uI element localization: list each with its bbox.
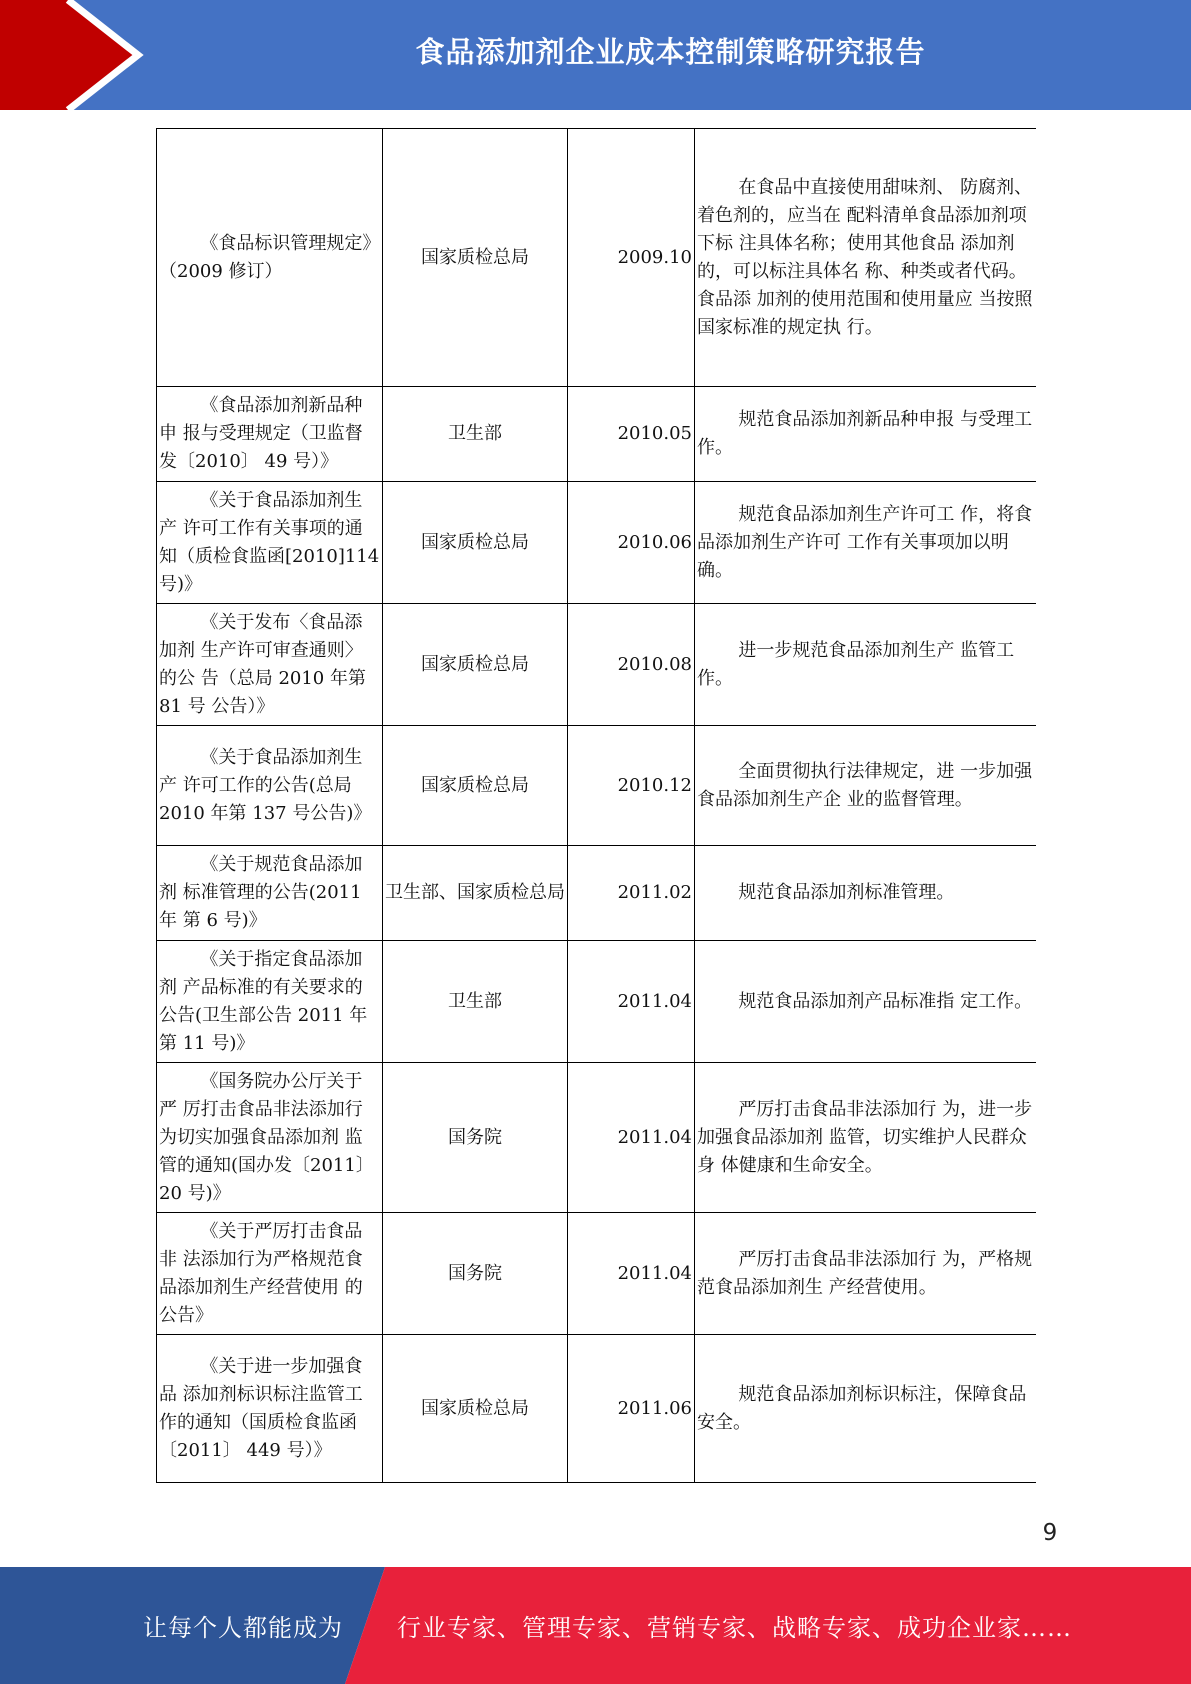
- header-red-arrow: [0, 0, 150, 110]
- footer-slogan-right: 行业专家、管理专家、营销专家、战略专家、成功企业家……: [397, 1614, 1072, 1642]
- footer-slogan-left: 让每个人都能成为: [143, 1614, 343, 1642]
- issuing-agency-cell: 卫生部: [383, 387, 568, 482]
- issue-date-cell: 2010.08: [568, 604, 695, 726]
- regulation-content-cell: 规范食品添加剂产品标准指 定工作。: [695, 941, 1036, 1063]
- regulation-content-cell: 规范食品添加剂生产许可工 作，将食品添加剂生产许可 工作有关事项加以明确。: [695, 482, 1036, 604]
- table-row: [157, 846, 1036, 941]
- table-row: [157, 387, 1036, 482]
- regulation-content-cell: 规范食品添加剂标识标注，保障食品安全。: [695, 1335, 1036, 1483]
- regulation-name-cell: 《关于严厉打击食品非 法添加行为严格规范食 品添加剂生产经营使用 的公告》: [157, 1213, 383, 1335]
- issuing-agency-cell: 国家质检总局: [383, 482, 568, 604]
- regulation-content-cell: 规范食品添加剂新品种申报 与受理工作。: [695, 387, 1036, 482]
- issuing-agency-cell: 国务院: [383, 1213, 568, 1335]
- issue-date-cell: 2010.06: [568, 482, 695, 604]
- regulation-name-cell: 《关于规范食品添加剂 标准管理的公告(2011 年 第 6 号)》: [157, 846, 383, 941]
- regulation-content-cell: 全面贯彻执行法律规定，进 一步加强食品添加剂生产企 业的监督管理。: [695, 726, 1036, 846]
- regulation-content-cell: 严厉打击食品非法添加行 为，严格规范食品添加剂生 产经营使用。: [695, 1213, 1036, 1335]
- regulation-name-cell: 《关于进一步加强食品 添加剂标识标注监管工作的通知（国质检食监函〔2011〕 449 号）》: [157, 1335, 383, 1483]
- report-title: 食品添加剂企业成本控制策略研究报告: [415, 34, 926, 69]
- issue-date-cell: 2011.04: [568, 1213, 695, 1335]
- table-row: [157, 1063, 1036, 1213]
- regulation-name-cell: 《关于食品添加剂生产 许可工作有关事项的通 知（质检食监函[2010]114 号)》: [157, 482, 383, 604]
- page-header: [0, 0, 1191, 110]
- regulation-name-cell: 《关于指定食品添加剂 产品标准的有关要求的 公告(卫生部公告 2011 年 第 11 号)》: [157, 941, 383, 1063]
- table-row: [157, 1335, 1036, 1483]
- issue-date-cell: 2011.04: [568, 941, 695, 1063]
- regulation-content-cell: 进一步规范食品添加剂生产 监管工作。: [695, 604, 1036, 726]
- regulation-name-cell: 《食品标识管理规定》（2009 修订）: [157, 129, 383, 387]
- table-row: [157, 482, 1036, 604]
- regulation-content-cell: 规范食品添加剂标准管理。: [695, 846, 1036, 941]
- issue-date-cell: 2010.05: [568, 387, 695, 482]
- table-row: [157, 726, 1036, 846]
- issuing-agency-cell: 国家质检总局: [383, 604, 568, 726]
- table-row: [157, 604, 1036, 726]
- page-footer: [0, 1567, 1191, 1684]
- regulation-name-cell: 《关于食品添加剂生产 许可工作的公告(总局 2010 年第 137 号公告)》: [157, 726, 383, 846]
- regulation-name-cell: 《关于发布〈食品添加剂 生产许可审查通则〉的公 告（总局 2010 年第 81 号 公告）》: [157, 604, 383, 726]
- issuing-agency-cell: 国务院: [383, 1063, 568, 1213]
- issuing-agency-cell: 国家质检总局: [383, 1335, 568, 1483]
- table-row: [157, 1213, 1036, 1335]
- regulation-table: [156, 128, 1036, 1483]
- issue-date-cell: 2009.10: [568, 129, 695, 387]
- page-number: 9: [1042, 1520, 1058, 1546]
- issue-date-cell: 2011.02: [568, 846, 695, 941]
- issuing-agency-cell: 国家质检总局: [383, 726, 568, 846]
- issuing-agency-cell: 卫生部、国家质检总局: [383, 846, 568, 941]
- issue-date-cell: 2011.04: [568, 1063, 695, 1213]
- table-row: [157, 129, 1036, 387]
- regulation-content-cell: 在食品中直接使用甜味剂、 防腐剂、着色剂的，应当在 配料清单食品添加剂项下标 注具体名称；使用其他食品 添加剂的，可以标注具体名 称、种类或者代码。食品添 加剂的使用范围和使用量应 当按照国家标准的规定执 行。: [695, 129, 1036, 387]
- table-row: [157, 941, 1036, 1063]
- issue-date-cell: 2010.12: [568, 726, 695, 846]
- issuing-agency-cell: 国家质检总局: [383, 129, 568, 387]
- issue-date-cell: 2011.06: [568, 1335, 695, 1483]
- regulation-name-cell: 《食品添加剂新品种申 报与受理规定（卫监督发〔2010〕 49 号）》: [157, 387, 383, 482]
- regulation-content-cell: 严厉打击食品非法添加行 为，进一步加强食品添加剂 监管，切实维护人民群众身 体健康和生命安全。: [695, 1063, 1036, 1213]
- regulation-name-cell: 《国务院办公厅关于严 厉打击食品非法添加行 为切实加强食品添加剂 监管的通知(国办发〔2011〕 20 号)》: [157, 1063, 383, 1213]
- issuing-agency-cell: 卫生部: [383, 941, 568, 1063]
